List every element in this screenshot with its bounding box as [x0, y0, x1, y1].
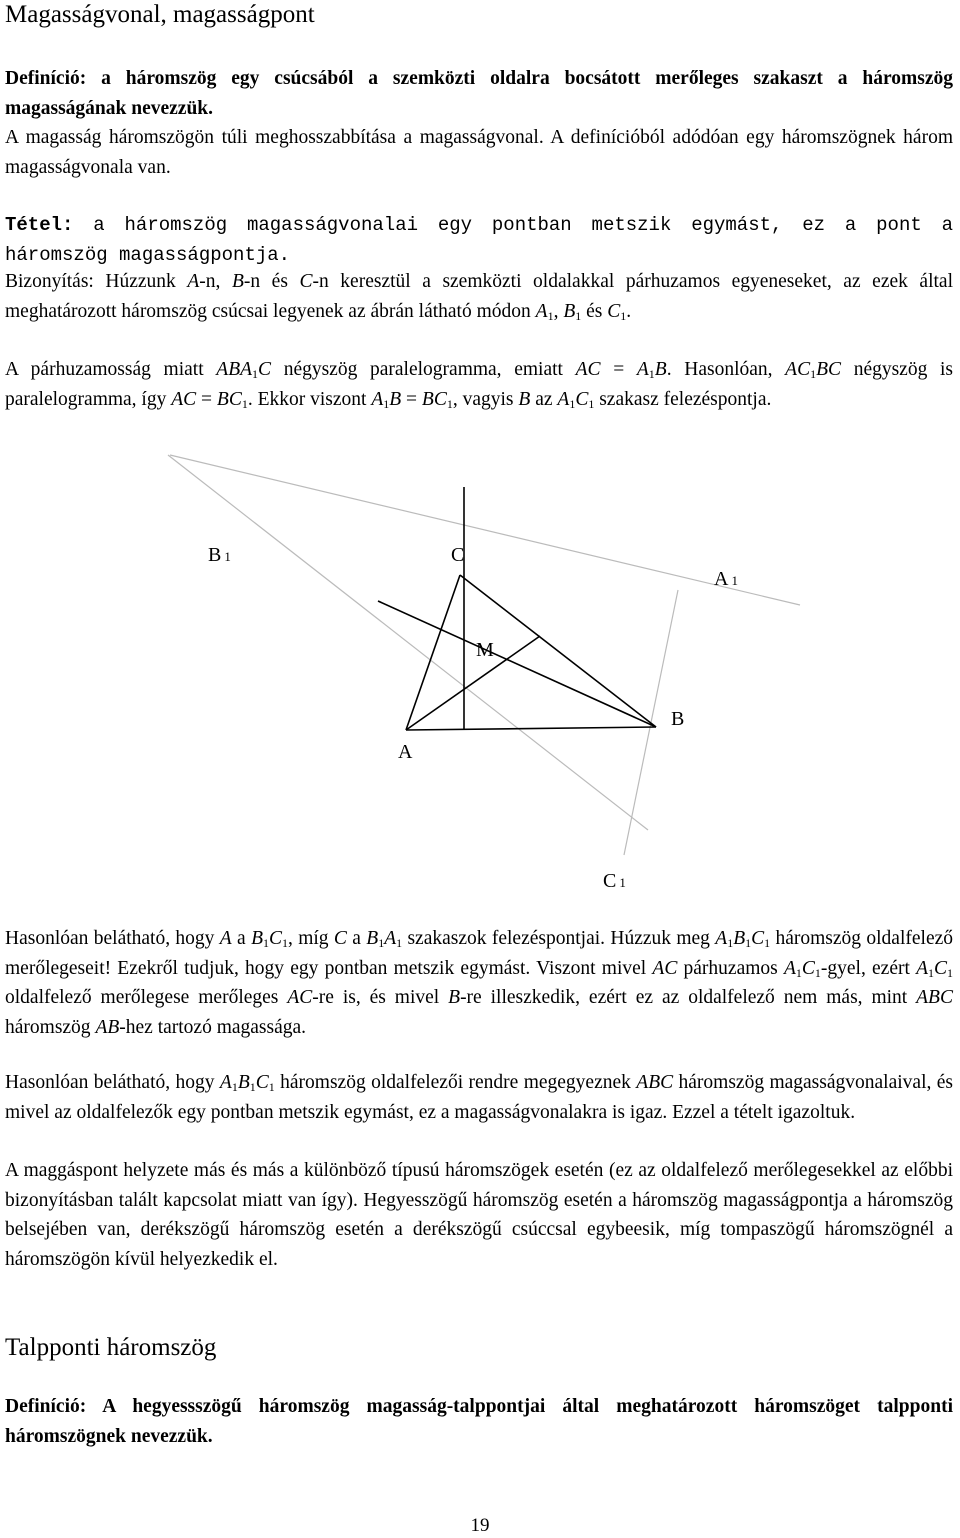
label-b: B: [671, 708, 685, 730]
theorem-orthocenter: Tétel: a háromszög magasságvonalai egy pontban metszik egymást, ez a pont a háromszög magasságpontja.: [5, 214, 953, 266]
side-ab: [406, 727, 656, 730]
parallelogram-paragraph: A párhuzamosság miatt $ABA_1C$ négyszög paralelogramma, emiatt AC = $A_1B$. Hasonlóan, $AC_1BC$ négyszög is paralelogramma, így AC = $BC_1$. Ekkor viszont $A_1B = BC_1$, vagyis B az $A_1C_1$ szakasz felezéspontja.: [5, 359, 954, 411]
label-m: M: [476, 639, 494, 661]
position-paragraph: A maggáspont helyzete más és más a különböző típusú háromszögek esetén (ez az oldalfelező merőlegesekkel az előbbi bizonyításban talált kapcsolat miatt van így). Hegyesszögű háromszög esetén a háromszög magasságpontja a háromszög belsejében van, derékszögű háromszög esetén a derékszögű csúccsal egybeesik, míg tompaszögű háromszögnél a háromszögön kívül helyezkedik el.: [5, 1160, 953, 1271]
proof-paragraph: Bizonyítás: Húzzunk A-n, B-n és C-n keresztül a szemközti oldalakkal párhuzamos egyeneseket, az ezek által meghatározott háromszög csúcsai legyenek az ábrán látható módon $A_1$, $B_1$ és $C_1$.: [5, 271, 953, 323]
side-ac: [406, 575, 460, 730]
label-a1: A 1: [714, 568, 738, 590]
similar-paragraph-2: Hasonlóan belátható, hogy $A_1B_1C_1$ háromszög oldalfelezői rendre megegyeznek ABC háromszög magasságvonalaival, és mivel az oldalfelezők egy pontban metszik egymást, ez a magasságvonalakra is igaz. Ezzel a tételt igazoltuk.: [5, 1072, 953, 1123]
paragraph-altitude-line: A magasság háromszögön túli meghosszabbítása a magasságvonal. A definícióból adódóan egy háromszögnek három magasságvonala van.: [5, 127, 953, 178]
page-number: 19: [470, 1515, 490, 1536]
label-c1: C 1: [603, 870, 626, 892]
section-title-altitude: Magasságvonal, magasságpont: [5, 1, 315, 28]
altitude-from-a: [406, 636, 540, 730]
label-a: A: [398, 741, 413, 763]
definition-pedal-triangle: Definíció: A hegyessszögű háromszög magasság-talppontjai által meghatározott háromszöget talpponti háromszögnek nevezzük.: [5, 1396, 953, 1447]
section-title-pedal-triangle: Talpponti háromszög: [5, 1334, 217, 1361]
definition-label: Definíció: a háromszög egy csúcsából a szemközti oldalra bocsátott merőleges szakaszt a háromszög magasságának nevezzük.: [5, 68, 953, 119]
similar-paragraph-1: Hasonlóan belátható, hogy A a $B_1C_1$, míg C a $B_1A_1$ szakaszok felezéspontjai. Húzzuk meg $A_1B_1C_1$ háromszög oldalfelező merőlegeseit! Ezekről tudjuk, hogy egy pontban metszik egymást. Viszont mivel AC párhuzamos $A_1C_1$-gyel, ezért $A_1C_1$ oldalfelező merőlegese merőleges AC-re is, és mivel B-re illeszkedik, ezért ez az oldalfelező nem más, mint ABC háromszög AB-hez tartozó magassága.: [5, 928, 954, 1039]
label-b1: B 1: [208, 544, 231, 566]
label-c: C: [451, 544, 465, 566]
